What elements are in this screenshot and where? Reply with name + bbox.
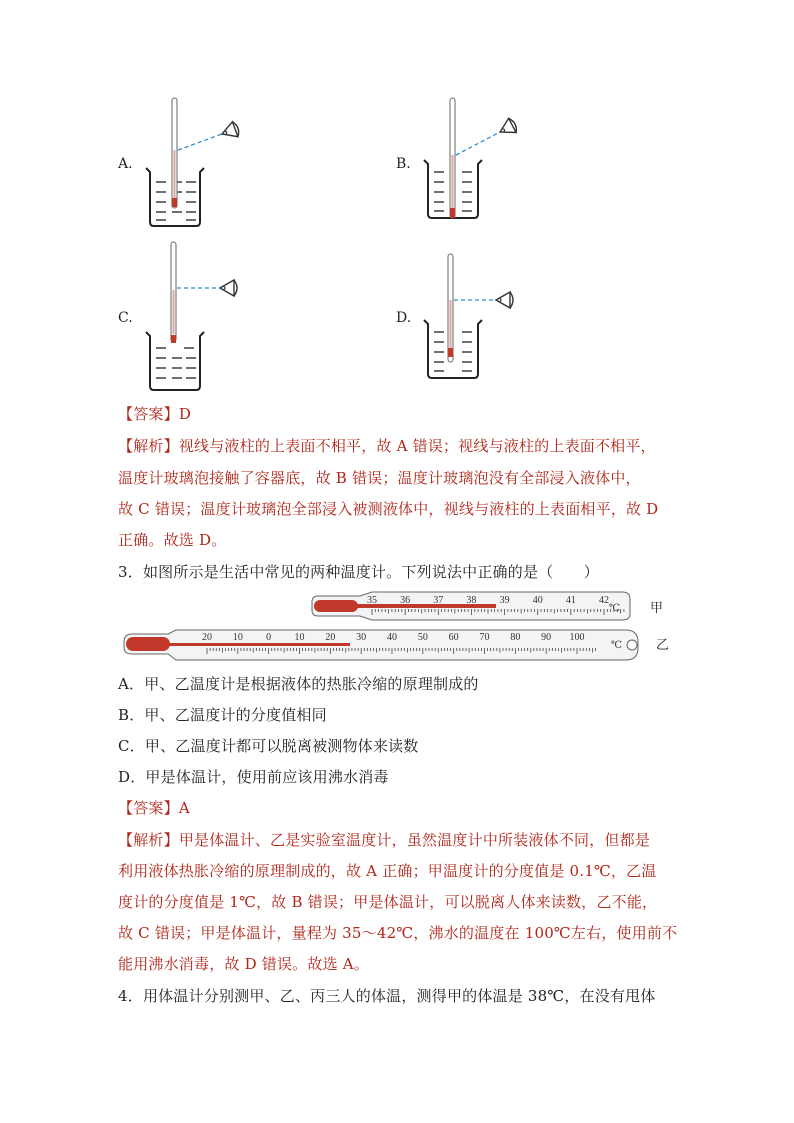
analysis-text: 视线与液柱的上表面不相平，故 A 错误；视线与液柱的上表面不相平， <box>178 437 656 455</box>
yi-tick-label: 90 <box>541 632 552 643</box>
yi-label: 乙 <box>656 637 670 652</box>
yi-tick-label: 10 <box>232 632 243 643</box>
analysis-text: 甲是体温计、乙是实验室温度计，虽然温度计中所装液体不同，但都是 <box>178 831 651 849</box>
figure-d <box>424 254 513 378</box>
q4-stem: 4．用体温计分别测甲、乙、丙三人的体温，测得甲的体温是 38℃，在没有甩体 <box>118 987 656 1005</box>
q3-analysis-line-1 <box>118 830 650 850</box>
beaker-figures <box>0 0 794 400</box>
yi-tick-label: 20 <box>202 632 212 643</box>
yi-tick-label: 60 <box>448 632 459 643</box>
yi-tick-label: 10 <box>294 632 305 643</box>
q2-analysis-line-2: 温度计玻璃泡接触了容器底，故 B 错误；温度计玻璃泡没有全部浸入液体中， <box>118 469 641 487</box>
jia-tick-label: 39 <box>499 595 510 606</box>
q2-analysis-line-1 <box>118 436 656 456</box>
yi-tick-label: 100 <box>569 632 585 643</box>
q3-analysis-line-4: 故 C 错误；甲是体温计，量程为 35～42℃，沸水的温度在 100℃左右，使用前不 <box>118 924 678 942</box>
yi-tick-label: 40 <box>387 632 397 643</box>
thermometers-figure <box>0 590 794 665</box>
figure-c <box>146 242 237 390</box>
jia-tick-label: 37 <box>433 595 444 606</box>
yi-tick-label: 50 <box>417 632 428 643</box>
figure-a <box>146 98 241 226</box>
q2-answer <box>118 404 191 424</box>
yi-tick-label: 0 <box>266 632 272 643</box>
yi-tick-label: 30 <box>356 632 367 643</box>
q3-answer <box>118 798 190 818</box>
jia-tick-label: 38 <box>466 595 477 606</box>
jia-tick-label: 41 <box>565 595 576 606</box>
q3-option-d: D．甲是体温计，使用前应该用沸水消毒 <box>118 768 389 786</box>
answer-value: D <box>178 405 192 423</box>
option-d-label: D. <box>396 310 412 326</box>
q3-stem: 3．如图所示是生活中常见的两种温度计。下列说法中正确的是（ ） <box>118 563 599 581</box>
q3-option-b: B．甲、乙温度计的分度值相同 <box>118 706 327 724</box>
thermometer-yi <box>124 630 638 660</box>
option-b-label: B. <box>396 156 411 172</box>
figure-b <box>424 98 519 218</box>
answer-tag: 【答案】 <box>118 799 179 817</box>
option-a-label: A. <box>118 156 133 172</box>
answer-tag: 【答案】 <box>118 405 179 423</box>
jia-tick-label: 42 <box>599 595 609 606</box>
answer-value: A <box>178 799 190 817</box>
q3-option-c: C．甲、乙温度计都可以脱离被测物体来读数 <box>118 737 419 755</box>
jia-tick-label: 40 <box>532 595 543 606</box>
q3-analysis-line-5: 能用沸水消毒，故 D 错误。故选 A。 <box>118 955 369 973</box>
analysis-tag: 【解析】 <box>118 437 179 455</box>
yi-tick-label: 70 <box>479 632 490 643</box>
q3-analysis-line-2: 利用液体热胀冷缩的原理制成的，故 A 正确；甲温度计的分度值是 0.1℃，乙温 <box>118 862 657 880</box>
option-c-label: C. <box>118 310 133 326</box>
yi-tick-label: 20 <box>325 632 336 643</box>
jia-label: 甲 <box>650 600 664 615</box>
yi-unit: ℃ <box>610 640 622 651</box>
analysis-tag: 【解析】 <box>118 831 179 849</box>
q2-analysis-line-3: 故 C 错误；温度计玻璃泡全部浸入被测液体中，视线与液柱的上表面相平，故 D <box>118 500 659 518</box>
jia-tick-label: 35 <box>367 595 377 606</box>
jia-unit: ℃ <box>608 603 620 614</box>
thermometer-jia <box>312 592 630 620</box>
q2-analysis-line-4: 正确。故选 D。 <box>118 531 227 549</box>
q3-option-a: A．甲、乙温度计是根据液体的热胀冷缩的原理制成的 <box>118 675 479 693</box>
jia-tick-label: 36 <box>400 595 411 606</box>
q3-analysis-line-3: 度计的分度值是 1℃，故 B 错误；甲是体温计，可以脱离人体来读数，乙不能， <box>118 893 658 911</box>
yi-tick-label: 80 <box>510 632 521 643</box>
